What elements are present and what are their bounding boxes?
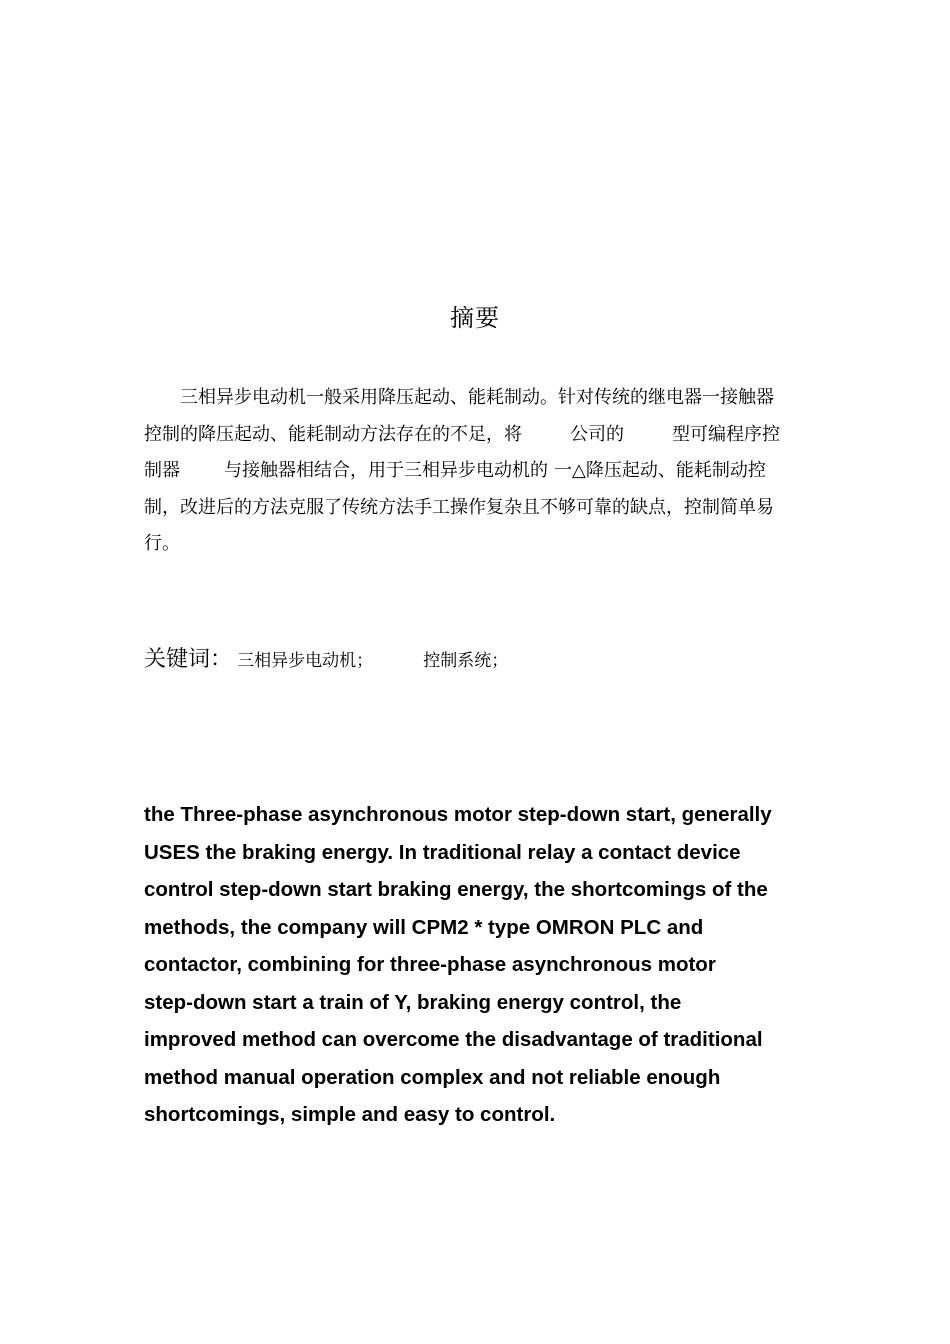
cn-line-3-part-3: 一△降压起动、能耗制动控: [554, 460, 766, 481]
keyword-1: 三相异步电动机；: [237, 651, 374, 671]
en-abstract-line: the Three-phase asynchronous motor step-down start, generally: [144, 803, 772, 826]
en-abstract-line: control step-down start braking energy, the shortcomings of the: [144, 878, 768, 901]
en-abstract-line: step-down start a train of Y, braking energy control, the: [144, 990, 682, 1014]
english-abstract: [144, 796, 824, 1134]
keywords-label: 关键词：: [144, 647, 233, 672]
en-abstract-line: method manual operation complex and not reliable enough: [144, 1065, 721, 1089]
cn-abstract-line-2: [144, 417, 810, 454]
en-abstract-line: USES the braking energy. In traditional relay a contact device: [144, 840, 741, 864]
cn-line-2-part-1: 控制的降压起动、能耗制动方法存在的不足，将: [144, 423, 522, 445]
keywords-row: [144, 642, 508, 673]
cn-abstract-line-4: 制，改进后的方法克服了传统方法手工操作复杂且不够可靠的缺点，控制简单易: [144, 496, 774, 518]
abstract-title: 摘要: [450, 304, 500, 332]
cn-line-2-part-3: 型可编程序控: [672, 423, 780, 445]
en-abstract-line: improved method can overcome the disadvantage of traditional: [144, 1028, 763, 1051]
en-abstract-line: methods, the company will CPM2 * type OMRON PLC and: [144, 915, 704, 939]
chinese-abstract: [144, 380, 810, 563]
cn-abstract-line-1: 三相异步电动机一般采用降压起动、能耗制动。针对传统的继电器一接触器: [180, 387, 774, 408]
keyword-2: 控制系统；: [423, 651, 509, 671]
cn-abstract-line-3: [144, 453, 810, 490]
cn-line-2-part-2: 公司的: [570, 423, 624, 445]
cn-line-3-part-1: 制器: [144, 460, 180, 481]
en-abstract-line: shortcomings, simple and easy to control.: [144, 1103, 556, 1126]
cn-line-3-part-2: 与接触器相结合，用于三相异步电动机的: [224, 460, 548, 481]
en-abstract-line: contactor, combining for three-phase asynchronous motor: [144, 953, 716, 976]
cn-abstract-line-5: 行。: [144, 533, 180, 554]
